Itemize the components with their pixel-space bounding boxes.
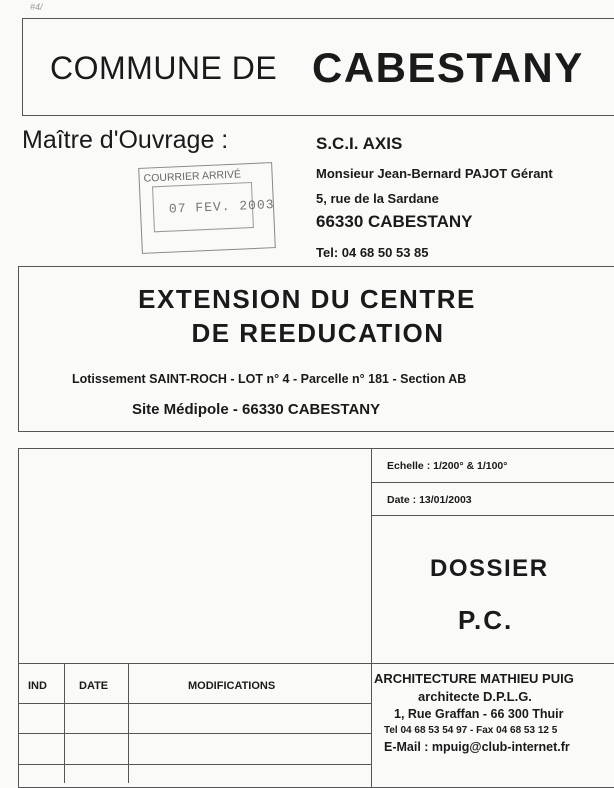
table-rule — [128, 663, 129, 783]
handwritten-mark: #4/ — [30, 2, 43, 12]
architect-title: architecte D.P.L.G. — [418, 689, 532, 704]
project-site: Site Médipole - 66330 CABESTANY — [132, 401, 381, 418]
divider — [371, 482, 614, 483]
architect-phone: Tel 04 68 53 54 97 - Fax 04 68 53 12 5 — [384, 725, 558, 736]
owner-label: Maître d'Ouvrage : — [22, 126, 229, 154]
project-title-line1: EXTENSION DU CENTRE — [138, 284, 476, 314]
table-rule — [64, 663, 65, 783]
project-title-line2: DE REEDUCATION — [191, 318, 445, 348]
title-block — [18, 448, 614, 788]
received-stamp — [138, 162, 276, 254]
project-lot: Lotissement SAINT-ROCH - LOT n° 4 - Parcelle n° 181 - Section AB — [72, 372, 467, 386]
commune-name: CABESTANY — [312, 44, 584, 91]
owner-tel: Tel: 04 68 50 53 85 — [316, 245, 429, 260]
table-rule — [18, 733, 371, 734]
dossier-label: DOSSIER — [430, 555, 549, 582]
owner-person: Monsieur Jean-Bernard PAJOT Gérant — [316, 166, 553, 181]
table-header-ind: IND — [28, 680, 47, 692]
divider — [18, 663, 614, 664]
divider — [371, 515, 614, 516]
scale-field: Echelle : 1/200° & 1/100° — [387, 460, 508, 472]
table-header-modifications: MODIFICATIONS — [188, 680, 276, 692]
architect-name: ARCHITECTURE MATHIEU PUIG — [374, 671, 574, 686]
date-field: Date : 13/01/2003 — [387, 494, 472, 506]
stamp-label: COURRIER ARRIVÉ — [143, 168, 242, 185]
owner-company: S.C.I. AXIS — [316, 134, 403, 153]
table-header-date: DATE — [79, 680, 109, 692]
divider — [371, 448, 372, 788]
architect-address: 1, Rue Graffan - 66 300 Thuir — [394, 707, 564, 721]
owner-city: 66330 CABESTANY — [316, 212, 473, 231]
table-rule — [18, 703, 371, 704]
architect-email: E-Mail : mpuig@club-internet.fr — [384, 740, 570, 754]
commune-prefix: COMMUNE DE — [50, 50, 278, 86]
owner-street: 5, rue de la Sardane — [316, 191, 439, 206]
table-rule — [18, 764, 371, 765]
pc-label: P.C. — [458, 605, 514, 635]
stamp-date: 07 FEV. 2003 — [168, 197, 275, 217]
